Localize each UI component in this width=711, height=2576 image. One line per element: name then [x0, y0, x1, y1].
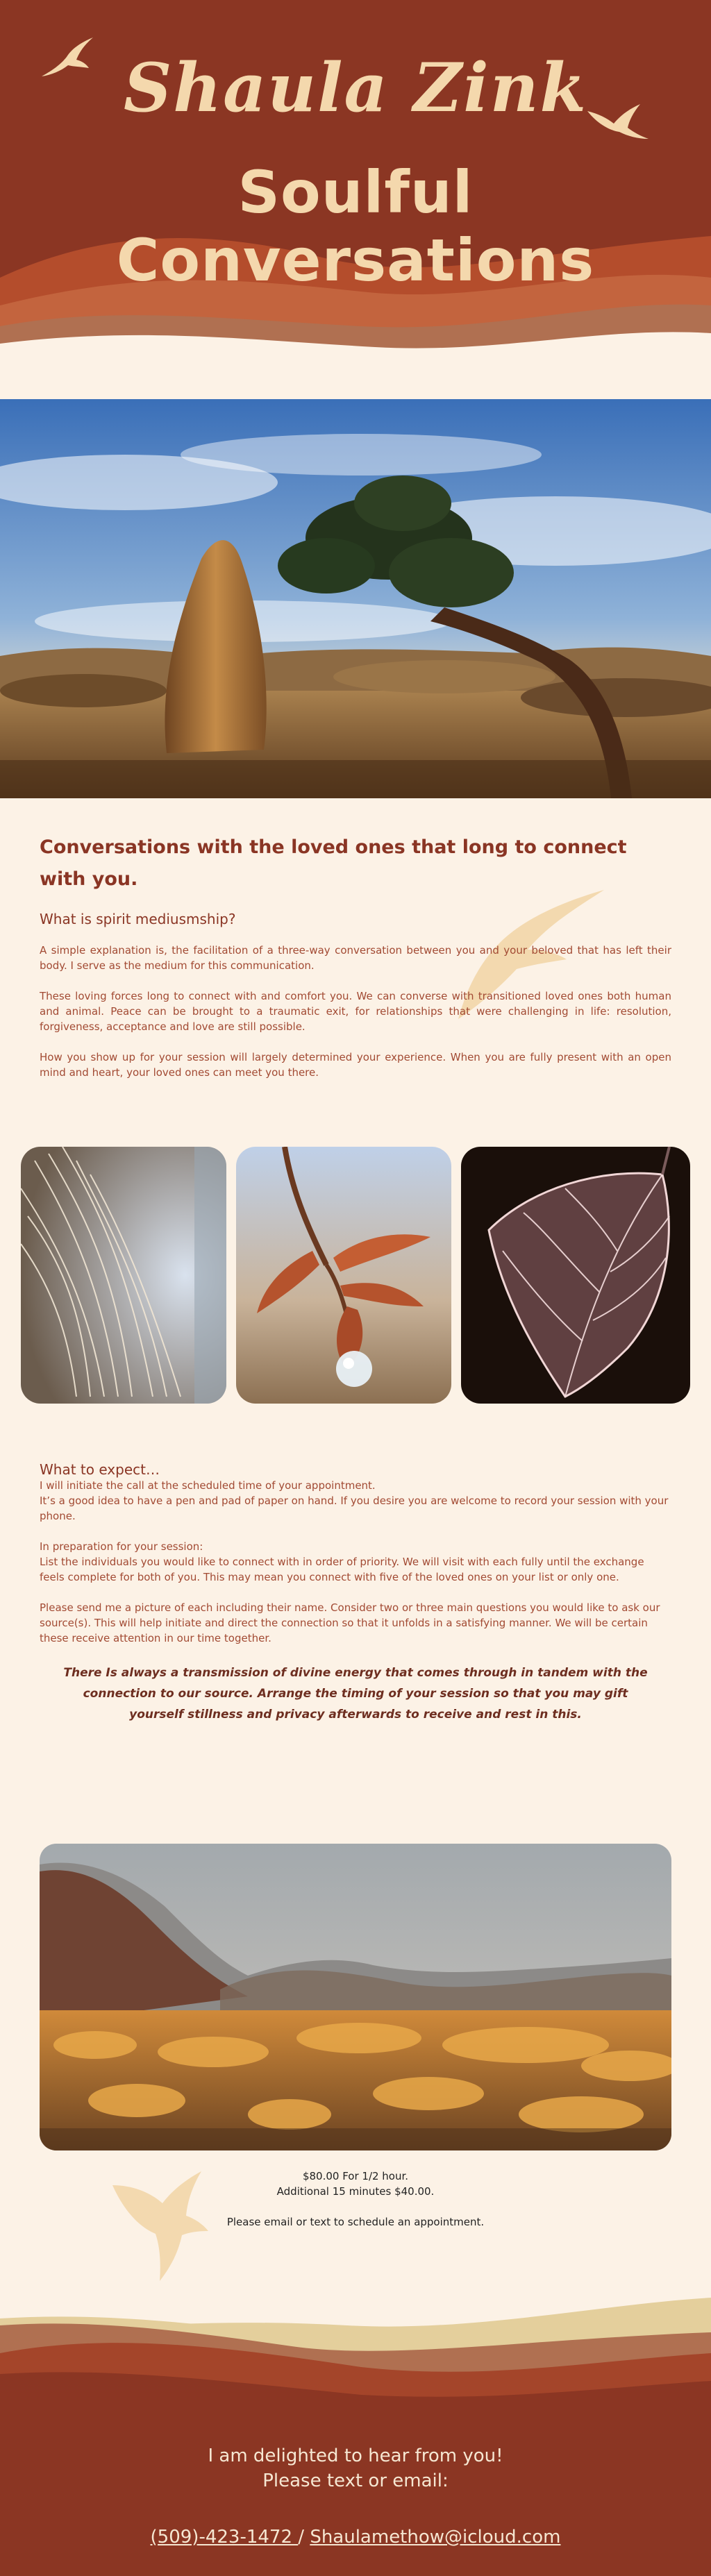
email-link[interactable]: Shaulamethow@icloud.com [310, 2527, 561, 2548]
gallery-photo-feather [21, 1147, 226, 1404]
intro-heading: Conversations with the loved ones that long to connect with you. [40, 836, 627, 890]
footer-prompt: Please text or email: [262, 2470, 449, 2491]
header [0, 0, 711, 399]
footer-message [0, 2443, 711, 2493]
price-additional: Additional 15 minutes $40.00. [276, 2185, 435, 2198]
pricing-section [0, 2169, 711, 2230]
quote: There Is always a transmission of divine energy that comes through in tandem with the connection to our source. Arrange the timing of your session so that you may gift yourself stillness and privacy afterwards to receive and rest in this. [63, 1666, 648, 1721]
intro-section [40, 832, 671, 1080]
intro-paragraph: These loving forces long to connect with and comfort you. We can converse with transitioned loved ones both human and animal. Peace can be brought to a traumatic exit, for relationships that were challenging in life: resolution, forgiveness, acceptance and love are still possible. [40, 990, 671, 1033]
footer-greeting: I am delighted to hear from you! [208, 2445, 503, 2466]
brand-name: Shaula Zink [123, 49, 588, 127]
price-half-hour: $80.00 For 1/2 hour. [302, 2170, 409, 2182]
expect-section [40, 1461, 671, 1725]
footer-contact [0, 2527, 711, 2548]
mountain-photo [40, 1844, 671, 2150]
expect-line: In preparation for your session: [40, 1540, 203, 1553]
expect-line: List the individuals you would like to connect with in order of priority. We will visit with each fully until the exchange feels complete for both of you. This may mean you connect with five of the loved ones on your list or only one. [40, 1556, 644, 1583]
expect-heading: What to expect… [40, 1461, 160, 1478]
schedule-note: Please email or text to schedule an appointment. [226, 2216, 485, 2228]
footer [0, 2291, 711, 2576]
intro-paragraph: A simple explanation is, the facilitation of a three-way conversation between you and your beloved that has left their body. I serve as the medium for this communication. [40, 944, 671, 972]
phone-link[interactable]: (509)-423-1472 [150, 2527, 299, 2548]
gallery-photo-dew-drop [236, 1147, 451, 1404]
expect-line: I will initiate the call at the scheduled time of your appointment. [40, 1479, 376, 1492]
intro-paragraph: How you show up for your session will largely determined your experience. When you are fully present with an open mind and heart, your loved ones can meet you there. [40, 1051, 671, 1079]
contact-separator: / [298, 2527, 310, 2548]
expect-line: Please send me a picture of each including their name. Consider two or three main questions you would like to ask our source(s). This will help initiate and direct the connection so that it unfolds in a satisfying manner. We will be certain these receive attention in our time together. [40, 1601, 660, 1644]
page-title: Soulful Conversations [116, 158, 595, 294]
expect-line: It’s a good idea to have a pen and pad of paper on hand. If you desire you are welcome to record your session with your phone. [40, 1495, 669, 1522]
intro-subheading: What is spirit mediusmship? [40, 911, 236, 927]
hero-image [0, 399, 711, 798]
photo-gallery [21, 1147, 690, 1404]
gallery-photo-skeleton-leaf [461, 1147, 690, 1404]
